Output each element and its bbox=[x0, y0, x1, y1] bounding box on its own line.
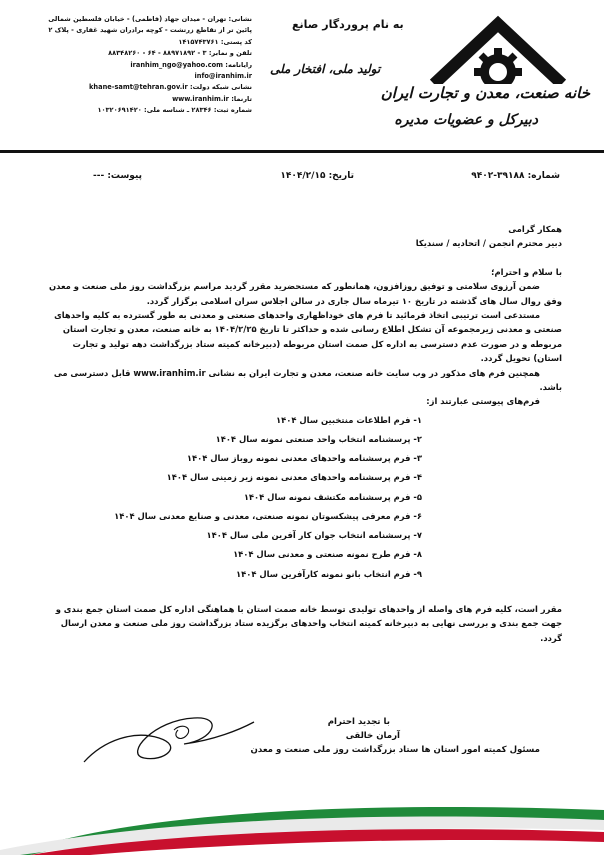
list-item: ۲- پرسشنامه انتخاب واحد صنعتی نمونه سال ۱۴۰۴ bbox=[215, 434, 422, 445]
paragraph-1: ضمن آرزوی سلامتی و توفیق روزافزون، همانطور که مستحضرید مقرر گردید مراسم بزرگداشت روز ملی صنعت و معدن وفق روال سال های گذشته در تاریخ ۱۰ تیرماه سال جاری در سالن اجلاس سران اسلامی برگزار گردد. bbox=[48, 281, 562, 306]
forms-intro: فرم‌های پیوستی عبارتند از: bbox=[426, 396, 540, 407]
list-item: ۹- فرم انتخاب بانو نمونه کارآفرین سال ۱۴۰۴ bbox=[236, 568, 422, 579]
handwritten-signature-icon bbox=[64, 700, 264, 780]
letter-number: شماره: ۳۹۱۸۸-۹۴۰۲ bbox=[471, 171, 560, 181]
list-item: ۶- فرم معرفی پیشکسوتان نمونه صنعتی، معدنی و صنایع معدنی سال ۱۴۰۴ bbox=[114, 510, 422, 521]
bismillah-heading: به نام پروردگار صانع bbox=[292, 18, 404, 31]
header-divider bbox=[0, 150, 604, 153]
contact-postal: کد پستی: ۱۴۱۵۷۴۳۷۶۱ bbox=[178, 37, 252, 46]
signer-name: آرمان خالقی bbox=[345, 731, 400, 741]
paragraph-3: همچنین فرم های مذکور در وب سایت خانه صنعت، معدن و تجارت ایران به نشانی www.iranhim.ir قابل دسترسی می باشد. bbox=[53, 367, 562, 393]
list-item: ۷- پرسشنامه انتخاب جوان کار آفرین ملی سال ۱۴۰۴ bbox=[206, 530, 422, 541]
salutation: با سلام و احترام؛ bbox=[491, 266, 562, 277]
org-name-line1: خانه صنعت، معدن و تجارت ایران bbox=[380, 84, 590, 102]
contact-registration: شماره ثبت: ۲۸۳۴۶ ـ شناسه ملی: ۱۰۳۲۰۶۹۱۴۲۰ bbox=[97, 106, 252, 115]
closing-paragraph: مقرر است، کلیه فرم های واصله از واحدهای تولیدی توسط خانه صمت استان با هماهنگی اداره کل صمت استان جمع بندی و جهت جمع بندی و بررسی نهایی به دبیرخانه کمیته انتخاب واحدهای برگزیده ستاد بزرگداشت روز ملی صنعت و معدن ارسال گردد. bbox=[55, 603, 562, 643]
paragraph-2: مستدعی است ترتیبی اتخاذ فرمائید تا فرم های خوداظهاری واحدهای صنعتی و معدنی به طور گسترده به کلیه واحدهای صنعتی و معدنی زیرمجموعه آن تشکل اطلاع رسانی شده و حداکثر تا تاریخ ۱۴۰۴/۲/۲۵ به خانه صنعت، معدن و تجارت استان مربوطه و در صورت عدم دسترسی به اداره کل صمت استان مربوطه (دبیرخانه کمیته ستاد بزرگداشت دهه تولید و تجارت استان) تحویل گردد. bbox=[54, 310, 562, 364]
recipient: دبیر محترم انجمن / اتحادیه / سندیکا bbox=[415, 238, 562, 249]
house-gear-logo-icon bbox=[428, 14, 568, 94]
slogan: تولید ملی، افتخار ملی bbox=[270, 62, 381, 76]
contact-address1: نشانی: تهران - میدان جهاد (فاطمی) - خیابان فلسطین شمالی bbox=[48, 15, 252, 23]
contact-phone: تلفن و نمابر: ۳ - ۸۸۹۷۱۸۹۲ - ۶۴ - ۸۸۳۴۸۲۶۰ bbox=[108, 49, 252, 58]
list-item: ۳- فرم پرسشنامه واحدهای معدنی نمونه روباز سال ۱۴۰۴ bbox=[186, 453, 422, 464]
signature-block bbox=[251, 715, 540, 757]
list-item: ۱- فرم اطلاعات منتخبین سال ۱۴۰۴ bbox=[276, 414, 422, 425]
contact-gov-email[interactable]: نشانی شبکه دولت: khane-samt@tehran.gov.ir bbox=[89, 83, 252, 92]
letter-body bbox=[44, 222, 562, 645]
letter-attachment: پیوست: --- bbox=[92, 171, 142, 181]
list-item: ۸- فرم طرح نمونه صنعتی و معدنی سال ۱۴۰۴ bbox=[233, 549, 422, 560]
forms-list bbox=[44, 411, 562, 584]
list-item: ۴- فرم پرسشنامه واحدهای معدنی نمونه زیر زمینی سال ۱۴۰۴ bbox=[166, 472, 422, 483]
contact-email[interactable]: رایانامه: iranhim_ngo@yahoo.com bbox=[130, 60, 252, 69]
list-item: ۵- فرم پرسشنامه مکتشف نمونه سال ۱۴۰۴ bbox=[243, 491, 422, 502]
closing-regards: با تجدید احترام bbox=[327, 717, 390, 727]
contact-email2[interactable]: info@iranhim.ir bbox=[194, 72, 252, 81]
letter-date: تاریخ: ۱۴۰۴/۲/۱۵ bbox=[280, 171, 354, 181]
footer-flag-swoosh-icon bbox=[0, 770, 604, 855]
signer-title: مسئول کمیته امور استان ها ستاد بزرگداشت روز ملی صنعت و معدن bbox=[250, 745, 540, 755]
contact-block bbox=[40, 14, 252, 117]
contact-address2: پائین تر از تقاطع زرتشت - کوچه برادران شهید غفاری - پلاک ۲ bbox=[48, 26, 252, 35]
contact-website[interactable]: تارنما: www.iranhim.ir bbox=[172, 94, 252, 103]
greeting: همکار گرامی bbox=[508, 224, 562, 234]
org-name-line2: دبیرکل و عضویات مدیره bbox=[394, 112, 538, 128]
